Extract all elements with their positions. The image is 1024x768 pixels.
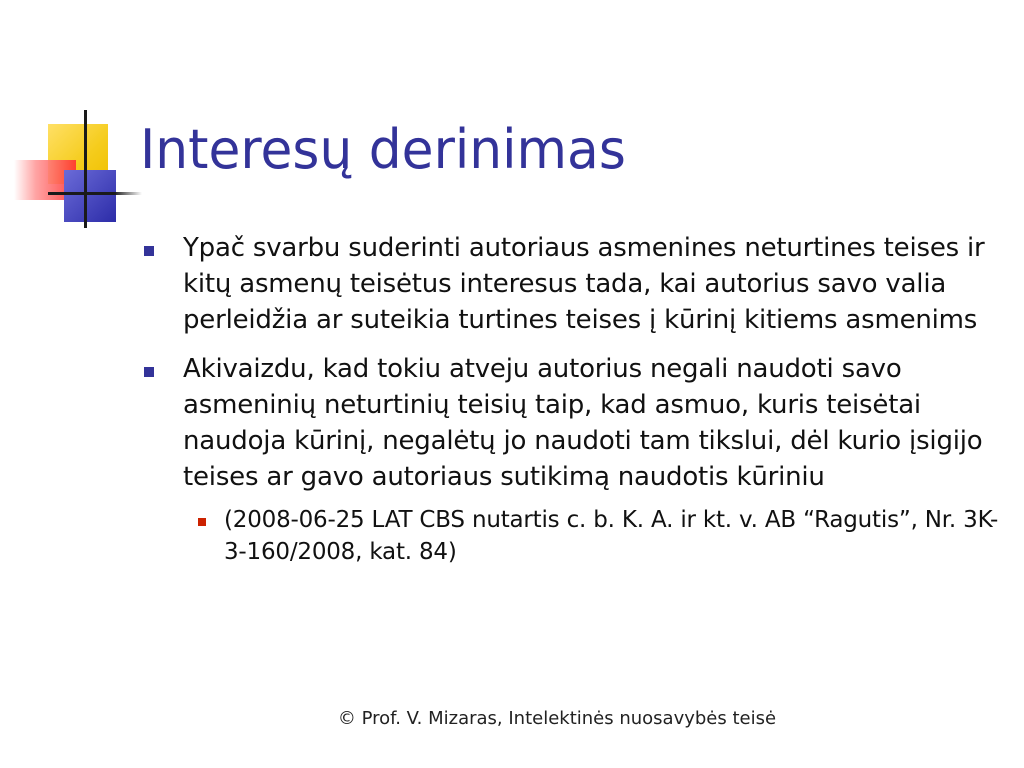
- slide-footer: © Prof. V. Mizaras, Intelektinės nuosavybės teisė: [337, 708, 777, 729]
- sub-bullet-text: (2008-06-25 LAT CBS nutartis c. b. K. A. ir kt. v. AB “Ragutis”, Nr. 3K-3-160/2008, kat. 84): [224, 507, 999, 565]
- square-bullet-icon: [144, 246, 154, 256]
- slide-title: Interesų derinimas: [140, 118, 626, 181]
- square-bullet-icon: [144, 367, 154, 377]
- bullet-text: Akivaizdu, kad tokiu atveju autorius negali naudoti savo asmeninių neturtinių teisių taip, kad asmuo, kuris teisėtai naudoja kūrinį, negalėtų jo naudoti tam tikslui, dėl kurio įsigijo teises ar gavo autoriaus sutikimą naudotis kūriniu: [183, 354, 983, 492]
- horizontal-line: [48, 192, 142, 195]
- decorative-squares-logo: [0, 0, 140, 240]
- bullet-text: Ypač svarbu suderinti autoriaus asmenines neturtines teises ir kitų asmenų teisėtus interesus tada, kai autorius savo valia perleidžia ar suteikia turtines teises į kūrinį kitiems asmenims: [183, 233, 985, 335]
- small-square-bullet-icon: [198, 518, 206, 526]
- blue-square: [64, 170, 116, 222]
- slide-content: [142, 230, 1002, 568]
- bullet-item: [142, 230, 1002, 338]
- sub-bullet-item: [142, 504, 1002, 568]
- vertical-line: [84, 110, 87, 228]
- bullet-item: [142, 351, 1002, 495]
